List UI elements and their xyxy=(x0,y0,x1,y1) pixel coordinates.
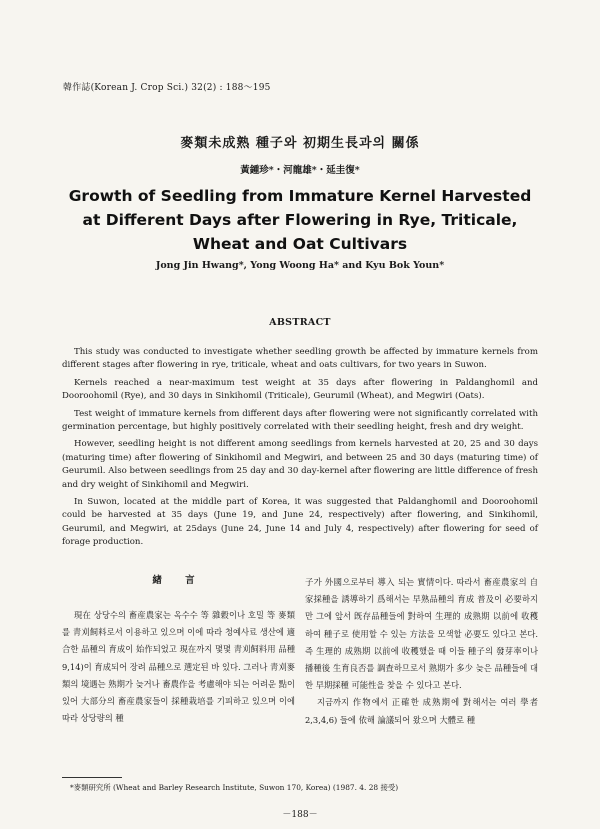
journal-citation: 韓作誌(Korean J. Crop Sci.) 32(2) : 188～195 xyxy=(63,83,271,93)
abstract-paragraph: In Suwon, located at the middle part of Korea, it was suggested that Paldanghomil and Dooroohomil could be harvested at 35 days (June 19, and June 24, respectively) after flowering, and Sinkihomil, Geurumil, and Megwiri, at 25days (June 24, June 14 and July 4, respectively) after flowering for seed of forage production. xyxy=(62,497,538,548)
page-number: －188－ xyxy=(282,810,318,820)
abstract-paragraph: Kernels reached a near-maximum test weight at 35 days after flowering in Paldanghomil and Dooroohomil (Rye), and 30 days in Sinkihomil (Triticale), Geurumil (Wheat), and Megwiri (Oats). xyxy=(62,377,538,402)
abstract-paragraph: However, seedling height is not different among seedlings from kernels harvested at 20, 25 and 30 days (maturing time) after flowering of Sinkihomil and Megwiri, and between 25 and 30 days (maturing time) of Geurumil. Also between seedlings from 25 day and 30 day-kernel after flowering are little difference of fresh and dry weight of Sinkihomil and Megwiri. xyxy=(62,439,538,490)
right-column xyxy=(305,574,538,729)
abstract-paragraph: Test weight of immature kernels from different days after flowering were not significantly correlated with germination percentage, but highly positively correlated with their seedling height, fresh and dry weight. xyxy=(62,408,538,433)
english-title-line-3: Wheat and Oat Cultivars xyxy=(192,235,408,253)
korean-title: 麥類未成熟 種子와 初期生長과의 關係 xyxy=(180,136,420,151)
english-title-line-1: Growth of Seedling from Immature Kernel Harvested xyxy=(68,187,532,205)
abstract-paragraph: This study was conducted to investigate whether seedling growth be affected by immature kernels from different stages after flowering in rye, triticale, wheat and oats cultivars, for two years in Suwon. xyxy=(62,347,538,371)
english-authors: Jong Jin Hwang*, Yong Woong Ha* and Kyu Bok Youn* xyxy=(155,260,445,271)
intro-paragraph-right-2: 지금까지 作物에서 正確한 成熟期에 對해서는 여러 學者2,3,4,6) 들에 依해 論議되어 왔으며 大體로 種 xyxy=(305,697,538,725)
english-title-line-2: at Different Days after Flowering in Rye, Triticale, xyxy=(82,211,518,229)
abstract-body xyxy=(62,346,538,554)
intro-paragraph-right-1: 子가 外國으로부터 導入 되는 實情이다. 따라서 畜産農家의 自家採種을 誘導하기 爲해서는 早熟品種의 育成 普及이 必要하지만 그에 앞서 旣存品種들에 對하여 生理的 成熟期 以前에 收穫하여 種子로 使用할 수 있는 方法을 모색할 必要도 있다고 본다. 즉 生理的 成熟期 以前에 收穫했을 때 이들 種子의 發芽率이나 播種後 生育良否를 調査하므로서 熟期가 多少 늦은 品種들에 대한 早期採種 可能性을 찾을 수 있다고 본다. xyxy=(305,577,538,691)
intro-paragraph-left: 現在 상당수의 畜産農家는 옥수수 等 雜穀이나 호밀 等 麥類를 靑刈飼料로서 이용하고 있으며 이에 따라 청예사료 생산에 適合한 品種의 育成이 始作되었고 現在까지 몇몇 靑刈飼料用 品種9,14)이 育成되어 장려 品種으로 選定된 바 있다. 그러나 靑刈麥類의 境遇는 熟期가 늦거나 畜農作을 考慮해야 되는 어려운 點이 있어 大部分의 畜産農家들이 採種栽培를 기피하고 있으며 이에 따라 상당량의 種 xyxy=(62,610,295,724)
affiliation-footnote: *麥類研究所 (Wheat and Barley Research Institute, Suwon 170, Korea) (1987. 4. 28 接受) xyxy=(70,783,399,792)
korean-authors: 黃鍾珍*・河龍雄*・延圭復* xyxy=(240,165,360,176)
english-title xyxy=(60,184,540,256)
abstract-heading: ABSTRACT xyxy=(269,317,331,328)
section-heading-introduction: 緖 言 xyxy=(152,575,205,586)
footnote-divider xyxy=(62,777,122,778)
left-column xyxy=(62,574,295,727)
